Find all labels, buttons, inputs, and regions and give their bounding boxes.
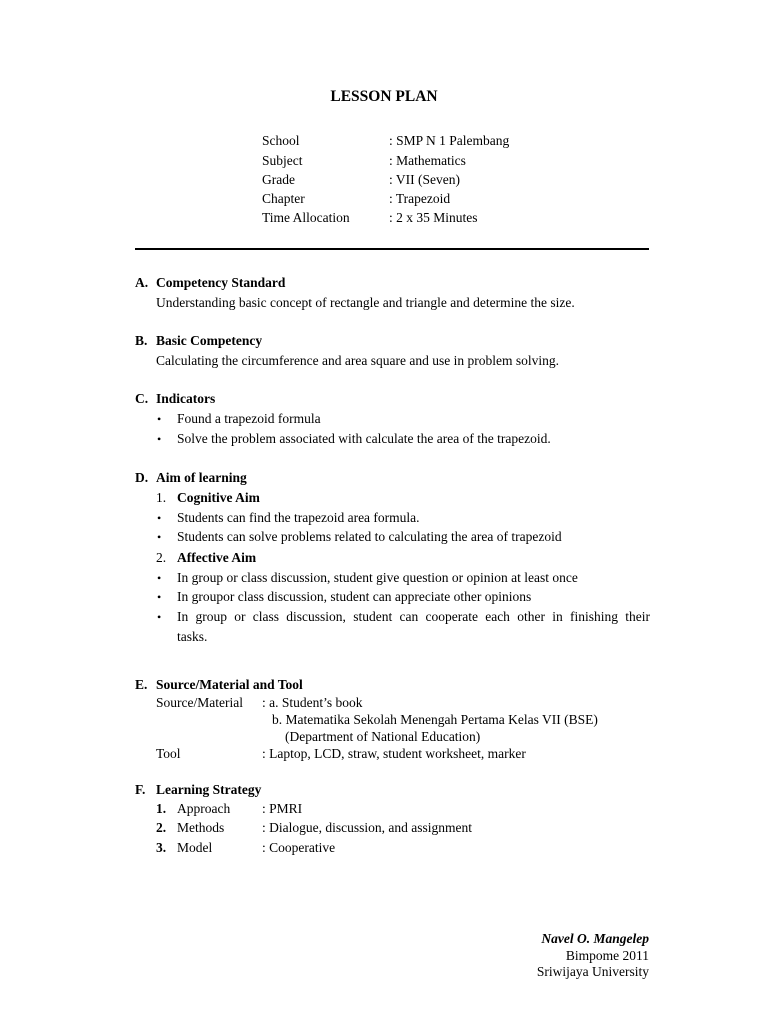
strategy-label: Model xyxy=(177,840,213,855)
author-university: Sriwijaya University xyxy=(536,964,649,979)
section-d-letter: D. xyxy=(135,470,149,485)
section-e-title: Source/Material and Tool xyxy=(156,677,303,692)
section-a-text: Understanding basic concept of rectangle and triangle and determine the size. xyxy=(156,295,575,310)
author-program: Bimpome 2011 xyxy=(565,948,649,963)
strategy-label: Approach xyxy=(177,801,231,816)
bullet-icon: • xyxy=(157,511,162,525)
affective-aim-item: In group or class discussion, student can cooperate each other in finishing their xyxy=(177,609,650,624)
affective-aim-item: In groupor class discussion, student can appreciate other opinions xyxy=(177,589,532,604)
section-e-letter: E. xyxy=(135,677,148,692)
grade-value: : VII (Seven) xyxy=(389,172,460,187)
chapter-label: Chapter xyxy=(262,191,305,206)
section-a-letter: A. xyxy=(135,275,149,290)
source-material-a: : a. Student’s book xyxy=(262,695,363,710)
source-material-b: b. Matematika Sekolah Menengah Pertama Kelas VII (BSE) xyxy=(272,712,598,727)
section-c-letter: C. xyxy=(135,391,149,406)
section-b-letter: B. xyxy=(135,333,148,348)
affective-aim-title: Affective Aim xyxy=(177,550,257,565)
page-title: LESSON PLAN xyxy=(330,88,438,105)
tool-value: : Laptop, LCD, straw, student worksheet, marker xyxy=(262,746,526,761)
bullet-icon: • xyxy=(157,412,162,426)
bullet-icon: • xyxy=(157,610,162,624)
author-name: Navel O. Mangelep xyxy=(541,931,649,946)
time-allocation-label: Time Allocation xyxy=(262,210,350,225)
strategy-number: 3. xyxy=(156,840,167,855)
section-f-title: Learning Strategy xyxy=(156,782,262,797)
bullet-icon: • xyxy=(157,590,162,604)
affective-aim-item: In group or class discussion, student give question or opinion at least once xyxy=(177,570,578,585)
bullet-icon: • xyxy=(157,432,162,446)
section-a-title: Competency Standard xyxy=(156,275,286,290)
indicator-item: Solve the problem associated with calculate the area of the trapezoid. xyxy=(177,431,551,446)
tool-label: Tool xyxy=(156,746,181,761)
cognitive-aim-title: Cognitive Aim xyxy=(177,490,260,505)
strategy-value: : Dialogue, discussion, and assignment xyxy=(262,820,472,835)
cognitive-aim-item: Students can solve problems related to calculating the area of trapezoid xyxy=(177,529,562,544)
subject-value: : Mathematics xyxy=(389,153,466,168)
subject-label: Subject xyxy=(262,153,303,168)
strategy-number: 1. xyxy=(156,801,167,816)
strategy-value: : Cooperative xyxy=(262,840,336,855)
bullet-icon: • xyxy=(157,571,162,585)
school-value: : SMP N 1 Palembang xyxy=(389,133,510,148)
section-c-title: Indicators xyxy=(156,391,216,406)
cognitive-aim-number: 1. xyxy=(156,490,167,505)
cognitive-aim-item: Students can find the trapezoid area formula. xyxy=(177,510,420,525)
indicator-item: Found a trapezoid formula xyxy=(177,411,321,426)
strategy-label: Methods xyxy=(177,820,225,835)
section-b-text: Calculating the circumference and area square and use in problem solving. xyxy=(156,353,559,368)
school-label: School xyxy=(262,133,300,148)
section-f-letter: F. xyxy=(135,782,146,797)
source-material-label: Source/Material xyxy=(156,695,243,710)
section-d-title: Aim of learning xyxy=(156,470,247,485)
strategy-value: : PMRI xyxy=(262,801,303,816)
header-divider xyxy=(135,248,649,250)
chapter-value: : Trapezoid xyxy=(389,191,451,206)
section-b-title: Basic Competency xyxy=(156,333,263,348)
affective-aim-item-continued: tasks. xyxy=(177,629,208,644)
grade-label: Grade xyxy=(262,172,295,187)
strategy-number: 2. xyxy=(156,820,167,835)
bullet-icon: • xyxy=(157,530,162,544)
time-allocation-value: : 2 x 35 Minutes xyxy=(389,210,478,225)
affective-aim-number: 2. xyxy=(156,550,167,565)
source-material-b-continued: (Department of National Education) xyxy=(285,729,481,744)
